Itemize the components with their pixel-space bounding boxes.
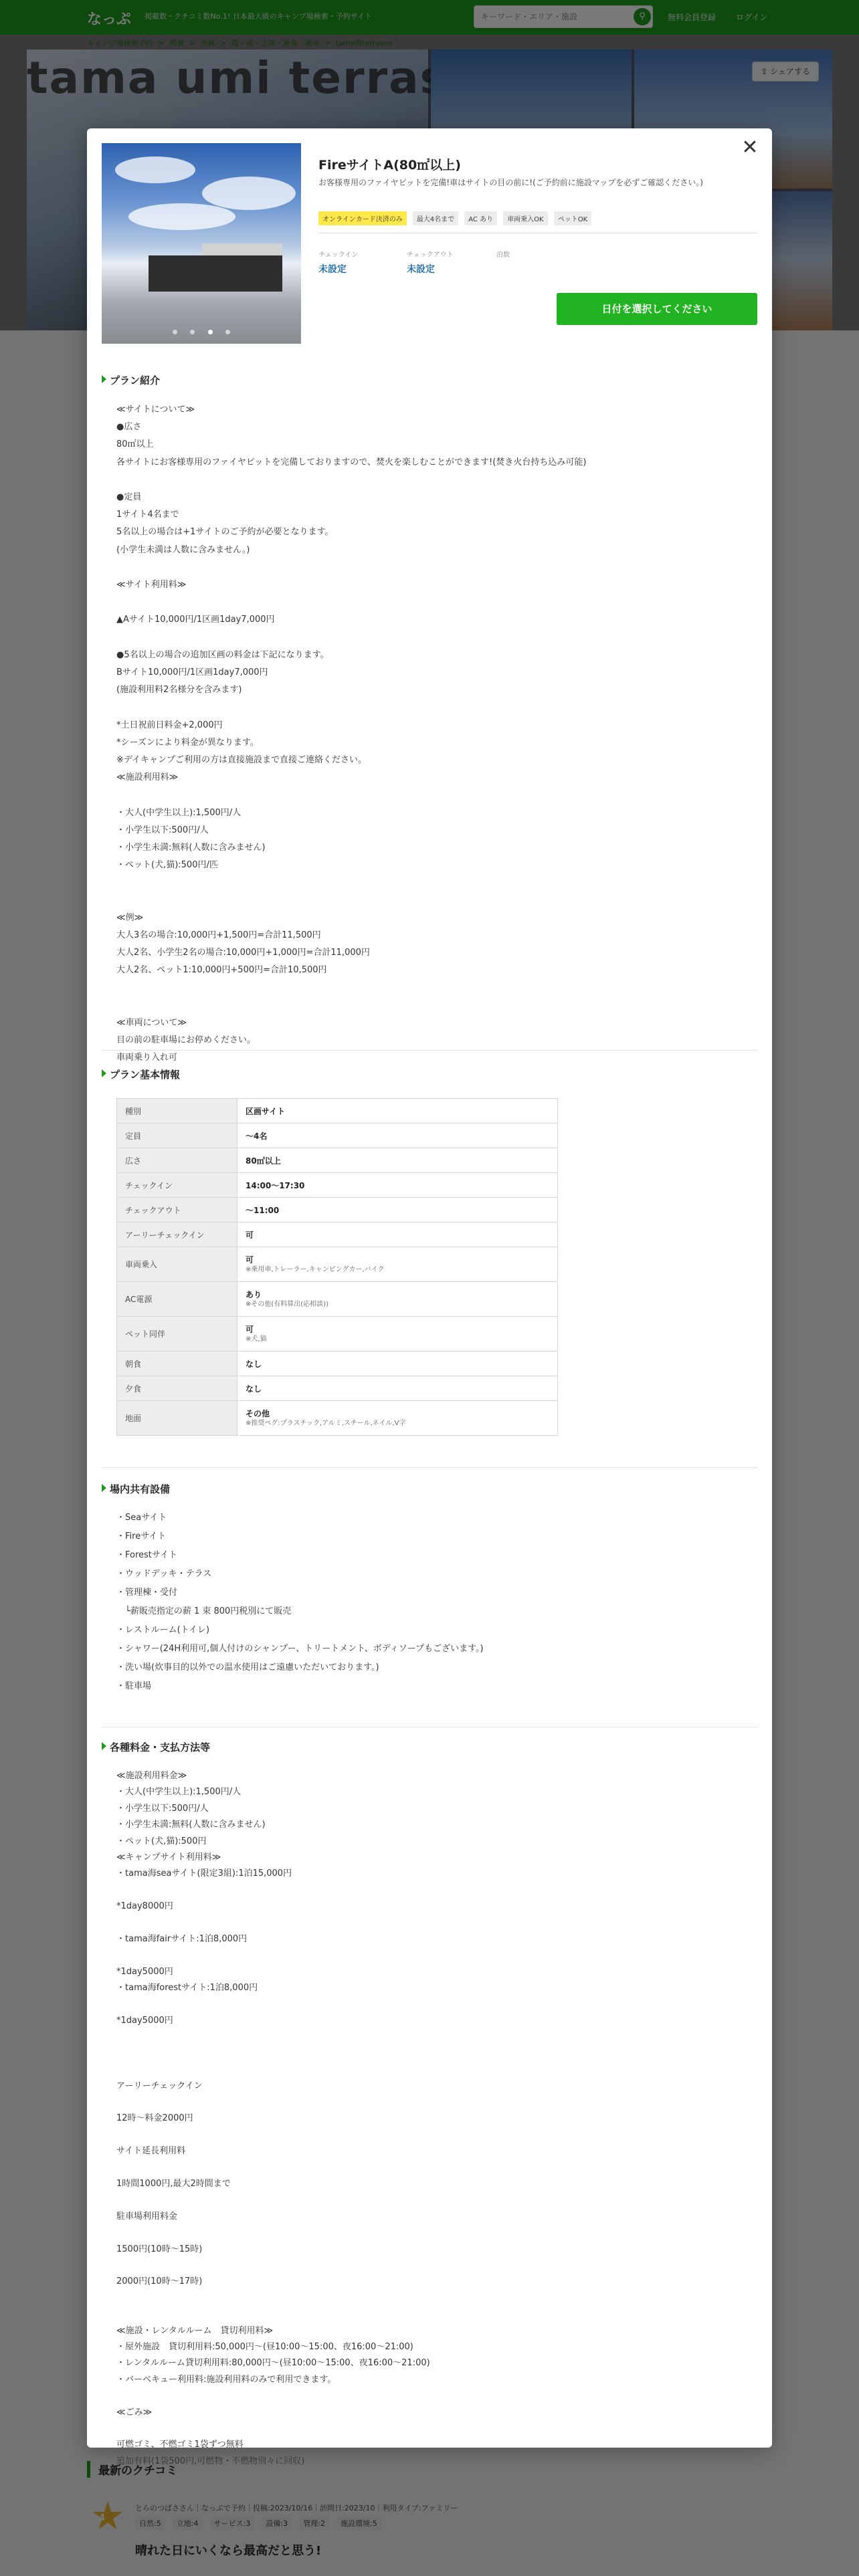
text-line: 12時〜料金2000円 bbox=[116, 2113, 193, 2124]
info-key: 朝食 bbox=[117, 1352, 237, 1376]
info-value-cell bbox=[237, 1123, 558, 1148]
text-line: ・大人(中学生以上):1,500円/人 bbox=[116, 807, 242, 818]
text-line bbox=[116, 2127, 732, 2143]
text-line: ≪サイト利用料≫ bbox=[116, 580, 187, 590]
plan-title: FireサイトA(80㎡以上) bbox=[318, 158, 461, 173]
info-value: その他 bbox=[246, 1409, 270, 1418]
text-line bbox=[116, 1915, 732, 1931]
text-line: ・tama海fairサイト:1泊8,000円 bbox=[116, 1934, 248, 1945]
close-icon[interactable]: ✕ bbox=[741, 136, 759, 159]
facilities-text bbox=[116, 1509, 732, 1696]
photo-cloud bbox=[128, 203, 235, 230]
info-value-cell bbox=[237, 1222, 558, 1247]
text-line bbox=[116, 2388, 732, 2404]
text-line: 各サイトにお客様専用のファイヤピットを完備しておりますので、焚火を楽しむことができます!(焚き火台持ち込み可能) bbox=[116, 457, 587, 467]
text-line bbox=[116, 1947, 732, 1963]
text-line: ・バーベキュー利用料:施設利用料のみで利用できます。 bbox=[116, 2374, 337, 2385]
text-line bbox=[116, 997, 732, 1014]
text-line: ・ペット(犬,猫):500円 bbox=[116, 1836, 207, 1846]
plan-info-table bbox=[116, 1098, 558, 1436]
info-value: なし bbox=[246, 1384, 262, 1394]
badge-ac: AC あり bbox=[464, 211, 497, 225]
text-line bbox=[116, 2225, 732, 2241]
text-line: サイト延長利用料 bbox=[116, 2146, 186, 2157]
text-line: 1時間1000円,最大2時間まで bbox=[116, 2179, 231, 2189]
info-key: 車両乗入 bbox=[117, 1247, 237, 1282]
text-line: ・tama海seaサイト(限定3組):1泊15,000円 bbox=[116, 1868, 292, 1879]
plan-description: お客様専用のファイヤピットを完備!車はサイトの目の前に!(ご予約前に施設マップを必ずご確認ください。) bbox=[318, 178, 703, 187]
select-date-button[interactable]: 日付を選択してください bbox=[557, 293, 757, 325]
text-line bbox=[116, 2421, 732, 2437]
text-line bbox=[116, 1883, 732, 1899]
text-line: ・tama海forestサイト:1泊8,000円 bbox=[116, 1983, 258, 1994]
info-value-cell bbox=[237, 1173, 558, 1198]
text-line: (小学生未満は人数に含みません。) bbox=[116, 544, 250, 555]
text-line: 1サイト4名まで bbox=[116, 510, 179, 520]
table-row bbox=[117, 1222, 558, 1247]
info-value-cell bbox=[237, 1376, 558, 1401]
table-row bbox=[117, 1352, 558, 1376]
text-line bbox=[116, 2258, 732, 2274]
table-row bbox=[117, 1401, 558, 1436]
divider bbox=[102, 1467, 757, 1468]
text-line: 可燃ゴミ、不燃ゴミ1袋ずつ無料 bbox=[116, 2440, 244, 2450]
text-line: 車両乗り入れ可 bbox=[116, 1053, 178, 1063]
text-line: ●定員 bbox=[116, 492, 142, 502]
info-value: 可 bbox=[246, 1255, 254, 1265]
section-title-intro: プラン紹介 bbox=[102, 373, 160, 387]
info-value: なし bbox=[246, 1359, 262, 1369]
info-note: ※その他(有料算出(応相談)) bbox=[246, 1301, 328, 1308]
text-line: ≪車両について≫ bbox=[116, 1017, 187, 1028]
text-line bbox=[116, 559, 732, 576]
info-value-cell bbox=[237, 1317, 558, 1352]
text-line: ・ペット(犬,猫):500円/匹 bbox=[116, 860, 218, 871]
text-line: ・Seaサイト bbox=[116, 1513, 167, 1523]
table-row bbox=[117, 1282, 558, 1317]
info-key: 種別 bbox=[117, 1099, 237, 1123]
text-line: ・レストルーム(トイレ) bbox=[116, 1625, 210, 1635]
table-row bbox=[117, 1198, 558, 1222]
divider bbox=[102, 1050, 757, 1051]
text-line: ≪ごみ≫ bbox=[116, 2407, 153, 2418]
table-row bbox=[117, 1123, 558, 1148]
text-line: 大人2名、小学生2名の場合:10,000円+1,000円=合計11,000円 bbox=[116, 948, 370, 958]
text-line: 5名以上の場合は+1サイトのご予約が必要となります。 bbox=[116, 527, 334, 538]
info-value: 〜4名 bbox=[246, 1131, 268, 1141]
text-line: ・小学生未満:無料(人数に含みません) bbox=[116, 1820, 266, 1830]
checkout-label: チェックアウト bbox=[407, 251, 454, 259]
info-value-cell bbox=[237, 1352, 558, 1376]
section-title-facilities: 場内共有設備 bbox=[102, 1482, 170, 1496]
text-line bbox=[116, 2290, 732, 2306]
table-row bbox=[117, 1173, 558, 1198]
text-line: ・管理棟・受付 bbox=[116, 1588, 178, 1598]
info-value: あり bbox=[246, 1290, 262, 1299]
carousel-dots bbox=[102, 324, 301, 337]
text-line bbox=[116, 980, 732, 997]
table-row bbox=[117, 1247, 558, 1282]
info-value: 可 bbox=[246, 1325, 254, 1334]
text-line: 大人3名の場合:10,000円+1,500円=合計11,500円 bbox=[116, 930, 321, 940]
info-value: 80㎡以上 bbox=[246, 1156, 281, 1166]
text-line bbox=[116, 1997, 732, 2013]
text-line: ≪キャンプサイト利用料≫ bbox=[116, 1852, 221, 1863]
badge-capacity: 最大4名まで bbox=[413, 211, 458, 225]
text-line: アーリーチェックイン bbox=[116, 2080, 203, 2091]
nights-label: 泊数 bbox=[496, 251, 510, 259]
text-line: ・小学生以下:500円/人 bbox=[116, 1803, 209, 1814]
info-value-cell bbox=[237, 1401, 558, 1436]
text-line: *1day5000円 bbox=[116, 1966, 173, 1977]
text-line: 80㎡以上 bbox=[116, 439, 154, 450]
text-line: ≪施設利用料金≫ bbox=[116, 1771, 187, 1781]
text-line bbox=[116, 2029, 732, 2045]
badge-vehicle: 車両乗入OK bbox=[503, 211, 547, 225]
info-key: チェックイン bbox=[117, 1173, 237, 1198]
text-line: ・シャワー(24H利用可,個人付けのシャンプー、トリートメント、ボディソープもございます。) bbox=[116, 1644, 484, 1654]
text-line: 駐車場利用料金 bbox=[116, 2211, 178, 2222]
text-line bbox=[116, 892, 732, 909]
text-line: ●広さ bbox=[116, 422, 142, 433]
text-line: ・大人(中学生以上):1,500円/人 bbox=[116, 1787, 242, 1798]
text-line bbox=[116, 594, 732, 611]
badge-card-payment: オンラインカード決済のみ bbox=[318, 211, 407, 225]
plan-intro-text bbox=[116, 401, 732, 1067]
fees-text bbox=[116, 1768, 732, 2470]
info-key: ペット同伴 bbox=[117, 1317, 237, 1352]
text-line bbox=[116, 2062, 732, 2078]
info-value-cell bbox=[237, 1247, 558, 1282]
text-line: ※デイキャンプご利用の方は直接施設まで直接ご連絡ください。 bbox=[116, 754, 367, 765]
badge-pet: ペットOK bbox=[554, 211, 591, 225]
info-key: AC電源 bbox=[117, 1282, 237, 1317]
text-line: (施設利用料2名様分を含みます) bbox=[116, 685, 242, 695]
carousel-dot[interactable] bbox=[173, 330, 177, 334]
text-line bbox=[116, 629, 732, 647]
info-key: 夕食 bbox=[117, 1376, 237, 1401]
carousel-dot[interactable] bbox=[190, 330, 195, 334]
plan-badges bbox=[318, 211, 594, 225]
text-line bbox=[116, 2046, 732, 2062]
info-value: 可 bbox=[246, 1230, 254, 1240]
text-line: ・小学生未満:無料(人数に含みません) bbox=[116, 842, 266, 853]
photo-building bbox=[149, 255, 282, 292]
text-line bbox=[116, 786, 732, 804]
text-line: ・Fireサイト bbox=[116, 1531, 167, 1541]
info-key: 地面 bbox=[117, 1401, 237, 1436]
text-line: ≪施設利用料≫ bbox=[116, 772, 179, 783]
text-line: Bサイト10,000円/1区画1day7,000円 bbox=[116, 667, 268, 677]
info-note: ※犬,猫 bbox=[246, 1335, 267, 1343]
text-line: ・駐車場 bbox=[116, 1681, 152, 1691]
plan-detail-modal bbox=[87, 128, 772, 2466]
text-line: ・レンタルルーム貸切利用料:80,000円〜(昼10:00〜15:00、夜16:00〜21:00) bbox=[116, 2358, 430, 2369]
info-key: 広さ bbox=[117, 1148, 237, 1173]
text-line: ≪例≫ bbox=[116, 912, 144, 923]
text-line: ▲Aサイト10,000円/1区画1day7,000円 bbox=[116, 615, 275, 625]
table-row bbox=[117, 1148, 558, 1173]
text-line bbox=[116, 471, 732, 489]
info-value-cell bbox=[237, 1198, 558, 1222]
photo-cloud bbox=[115, 156, 195, 183]
carousel-dot-active[interactable] bbox=[208, 330, 213, 334]
carousel-dot[interactable] bbox=[225, 330, 230, 334]
text-line: 1500円(10時〜15時) bbox=[116, 2244, 203, 2254]
text-line bbox=[116, 2160, 732, 2176]
info-value-cell bbox=[237, 1282, 558, 1317]
text-line bbox=[116, 699, 732, 716]
text-line: ≪施設・レンタルルーム 貸切利用料≫ bbox=[116, 2325, 274, 2336]
table-row bbox=[117, 1099, 558, 1123]
text-line: 目の前の駐車場にお停めください。 bbox=[116, 1035, 256, 1046]
text-line: ・屋外施設 貸切利用料:50,000円〜(昼10:00〜15:00、夜16:00〜21:00) bbox=[116, 2341, 413, 2352]
text-line: ●5名以上の場合の追加区画の料金は下記になります。 bbox=[116, 649, 329, 660]
text-line: *1day5000円 bbox=[116, 2016, 173, 2026]
info-value: 14:00〜17:30 bbox=[246, 1180, 305, 1190]
text-line: └薪販売指定の薪 1 束 800円税別にて販売 bbox=[116, 1606, 292, 1616]
text-line: 大人2名、ペット1:10,000円+500円=合計10,500円 bbox=[116, 965, 327, 976]
info-note: ※乗用車,トレーラー,キャンピングカー,バイク bbox=[246, 1266, 385, 1273]
text-line: *1day8000円 bbox=[116, 1901, 173, 1912]
info-key: 定員 bbox=[117, 1123, 237, 1148]
text-line bbox=[116, 2306, 732, 2323]
info-key: アーリーチェックイン bbox=[117, 1222, 237, 1247]
table-row bbox=[117, 1376, 558, 1401]
section-title-fees: 各種料金・支払方法等 bbox=[102, 1740, 210, 1754]
info-value: 区画サイト bbox=[246, 1106, 286, 1116]
info-value-cell bbox=[237, 1099, 558, 1123]
info-value-cell bbox=[237, 1148, 558, 1173]
plan-photo[interactable] bbox=[102, 143, 301, 344]
info-value: 〜11:00 bbox=[246, 1205, 280, 1215]
text-line: *土日祝前日料金+2,000円 bbox=[116, 720, 223, 730]
text-line: ・Forestサイト bbox=[116, 1550, 177, 1560]
info-note: ※推奨ペグ:プラスチック,アルミ,スチール,ネイル,V字 bbox=[246, 1420, 406, 1427]
text-line: ≪サイトについて≫ bbox=[116, 405, 195, 415]
checkin-value[interactable]: 未設定 bbox=[318, 264, 347, 275]
checkin-label: チェックイン bbox=[318, 251, 359, 259]
text-line bbox=[116, 2192, 732, 2208]
checkout-value[interactable]: 未設定 bbox=[407, 264, 435, 275]
text-line: *シーズンにより料金が異なります。 bbox=[116, 737, 259, 748]
info-key: チェックアウト bbox=[117, 1198, 237, 1222]
photo-cloud bbox=[202, 177, 296, 210]
section-title-info: プラン基本情報 bbox=[102, 1067, 180, 1081]
text-line bbox=[116, 874, 732, 891]
text-line: ・ウッドデッキ・テラス bbox=[116, 1569, 212, 1579]
text-line bbox=[116, 2095, 732, 2111]
text-line: ・小学生以下:500円/人 bbox=[116, 825, 209, 835]
text-line: 2000円(10時〜17時) bbox=[116, 2276, 203, 2287]
text-line: 追加有料(1袋500円,可燃物・不燃物別々に回収) bbox=[116, 2456, 305, 2466]
table-row bbox=[117, 1317, 558, 1352]
text-line: ・洗い場(炊事目的以外での温水使用はご遠慮いただいております。) bbox=[116, 1662, 379, 1673]
